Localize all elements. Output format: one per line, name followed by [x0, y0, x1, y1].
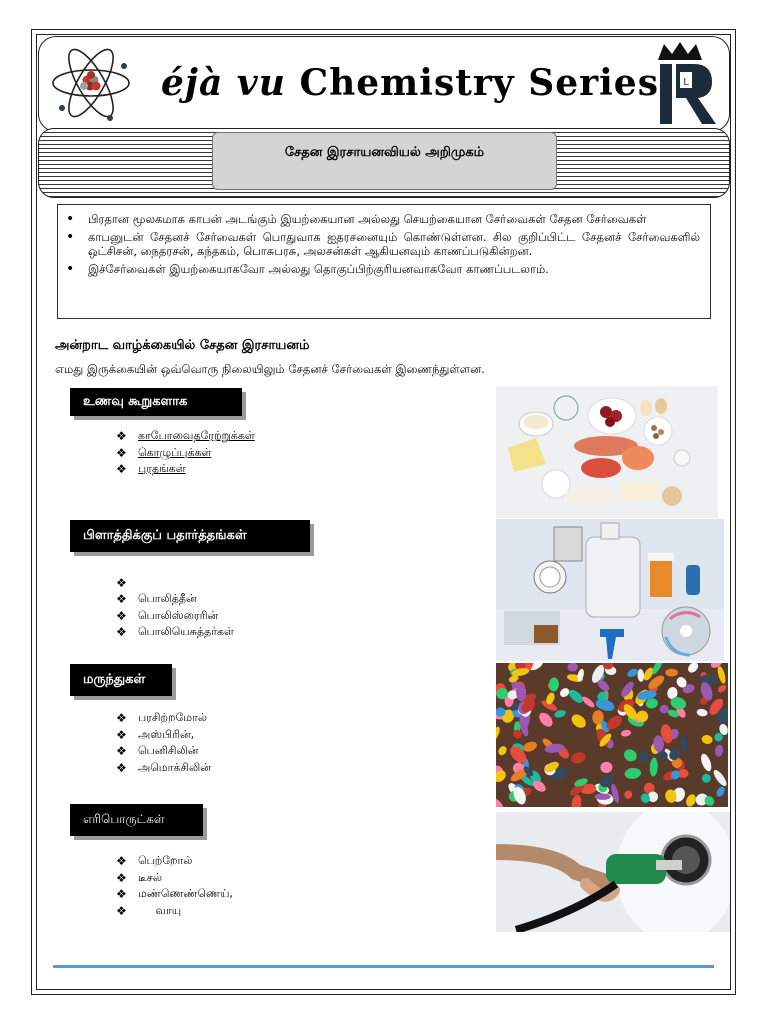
- pill: [595, 794, 611, 800]
- list-item: ❖ கொழுப்புக்கள்: [116, 445, 212, 460]
- plastics-photo: [496, 519, 724, 661]
- pills-photo: [496, 663, 728, 807]
- category-label-text: மருந்துகள்: [83, 672, 146, 687]
- svg-text:L: L: [683, 77, 689, 88]
- list-item: ❖ பொலித்தீன்: [116, 592, 197, 606]
- diamond-bullet-icon: ❖: [116, 760, 127, 775]
- plastics-list: [116, 575, 234, 641]
- diamond-bullet-icon: ❖: [116, 462, 127, 476]
- intro-point: • இச்சேர்வைகள் இயற்கையாகவோ அல்லது தொகுப்பிற்குரியனவாகவோ காணப்படலாம்.: [88, 262, 700, 276]
- list-item: ❖ அஸ்பிரின்,: [116, 727, 195, 742]
- daily-life-text: எமது இருக்கையின் ஒவ்வொரு நிலையிலும் சேதனச் சேர்வைகள் இணைந்துள்ளன.: [55, 362, 485, 376]
- diamond-bullet-icon: ❖: [116, 429, 127, 443]
- list-item: ❖ புரதங்கள்: [116, 462, 186, 476]
- category-label-fuels: [70, 804, 203, 836]
- section-title: சேதன இரசாயனவியல் அறிமுகம்: [284, 145, 485, 160]
- category-label-text: உணவு கூறுகளாக: [83, 394, 188, 409]
- list-item: ❖ பெற்றோல்: [116, 854, 193, 868]
- category-label-food: [70, 388, 242, 416]
- medicines-list: [116, 710, 211, 776]
- atom-icon: [50, 38, 132, 128]
- list-item: [116, 575, 234, 591]
- list-item: ❖ மண்ணெண்ணெய்,: [116, 887, 233, 901]
- diamond-bullet-icon: ❖: [116, 727, 127, 742]
- diamond-bullet-icon: ❖: [116, 445, 127, 460]
- list-item: ❖ பொலியெசுத்தர்கள்: [116, 625, 234, 639]
- category-label-text: பிளாத்திக்குப் பதார்த்தங்கள்: [83, 528, 247, 543]
- diamond-bullet-icon: ❖: [116, 592, 127, 606]
- diamond-bullet-icon: ❖: [116, 576, 127, 590]
- diamond-bullet-icon: ❖: [116, 887, 127, 901]
- list-item: ❖ பெனிசிலின்: [116, 744, 199, 758]
- series-title-italic: éjà vu: [161, 62, 286, 104]
- list-item: ❖ பரசிற்றமோல்: [116, 711, 207, 725]
- section-title-box: [212, 132, 557, 190]
- list-item: ❖ காபோவைதரேற்றுக்கள்: [116, 429, 255, 443]
- diamond-bullet-icon: ❖: [116, 711, 127, 725]
- bottom-rule: [53, 965, 714, 968]
- fuels-list: [116, 853, 233, 919]
- diamond-bullet-icon: ❖: [116, 608, 127, 623]
- pill: [665, 669, 678, 677]
- crowned-r-logo: [650, 40, 722, 128]
- list-item: ❖ வாயு: [116, 903, 182, 918]
- category-label-text: எரிபொருட்கள்: [83, 812, 165, 826]
- list-item: ❖ பொலிஸ்ரைரின்: [116, 608, 219, 623]
- diamond-bullet-icon: ❖: [116, 854, 127, 868]
- series-title: [160, 62, 660, 104]
- diamond-bullet-icon: ❖: [116, 744, 127, 758]
- list-item: ❖ அமொக்சிலின்: [116, 760, 211, 775]
- food-list: [116, 428, 255, 478]
- list-item: ❖ டீசல்: [116, 870, 162, 885]
- intro-point: • பிரதான மூலகமாக காபன் அடங்கும் இயற்கையான அல்லது செயற்கையான சேர்வைகள் சேதன சேர்வைகள்: [88, 212, 700, 226]
- diamond-bullet-icon: ❖: [116, 870, 127, 885]
- intro-point: • காபனுடன் சேதனச் சேர்வைகள் பொதுவாக ஐதரசனையும் கொண்டுள்ளன. சில குறிப்பிட்ட சேதனச் சேர்வைகளில் ஒட்சிசன், நைதரசன், கந்தகம், பொசுபரசு, அலசன்கள் ஆகியனவும் காணப்படுகின்றன.: [88, 230, 700, 258]
- fuel-pump-photo: [496, 812, 730, 932]
- category-label-medicines: [70, 664, 172, 696]
- diamond-bullet-icon: ❖: [116, 625, 127, 639]
- series-title-rest: Chemistry Series: [285, 62, 659, 104]
- daily-life-heading: அன்றாட வாழ்க்கையில் சேதன இரசாயனம்: [55, 338, 310, 353]
- food-photo: [496, 386, 718, 518]
- category-label-plastics: [70, 520, 310, 552]
- intro-box: [57, 204, 711, 319]
- diamond-bullet-icon: ❖: [116, 903, 127, 918]
